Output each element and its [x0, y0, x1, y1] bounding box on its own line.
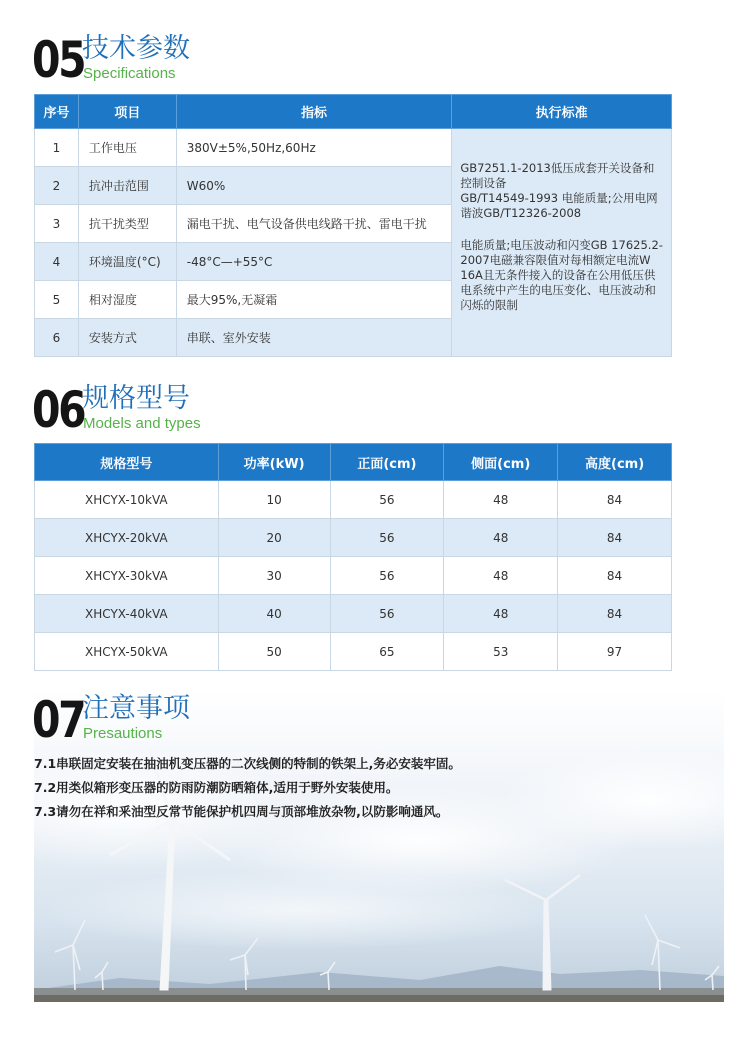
- cell-front: 56: [330, 595, 444, 633]
- cell-power: 30: [218, 557, 330, 595]
- row-value: W60%: [176, 167, 452, 205]
- spec-table: [34, 94, 672, 357]
- cell-power: 50: [218, 633, 330, 671]
- cell-side: 48: [444, 481, 558, 519]
- cell-side: 53: [444, 633, 558, 671]
- header-power: 功率(kW): [218, 444, 330, 481]
- section-subtitle: Presautions: [83, 725, 163, 742]
- row-no: 4: [35, 243, 79, 281]
- cell-model: XHCYX-10kVA: [35, 481, 219, 519]
- table-row: [35, 557, 672, 595]
- table-row: [35, 519, 672, 557]
- header-item: 项目: [78, 95, 176, 129]
- row-item: 抗冲击范围: [78, 167, 176, 205]
- cell-side: 48: [444, 557, 558, 595]
- section-number: 06: [32, 381, 85, 439]
- row-value: 最大95%,无凝霜: [176, 281, 452, 319]
- precautions-list: [34, 752, 724, 824]
- row-no: 3: [35, 205, 79, 243]
- row-no: 2: [35, 167, 79, 205]
- table-row: [35, 481, 672, 519]
- cell-model: XHCYX-20kVA: [35, 519, 219, 557]
- cell-power: 40: [218, 595, 330, 633]
- cell-model: XHCYX-30kVA: [35, 557, 219, 595]
- section-subtitle: Models and types: [83, 415, 201, 432]
- section-title: 规格型号: [82, 383, 190, 414]
- row-item: 抗干扰类型: [78, 205, 176, 243]
- row-value: 串联、室外安装: [176, 319, 452, 357]
- standard-text-2: 电能质量;电压波动和闪变GB 17625.2-2007电磁兼容限值对每相额定电流W 16A且无条件接入的设备在公用低压供电系统中产生的电压变化、电压波动和闪烁的限制: [460, 238, 663, 312]
- cell-height: 84: [558, 519, 672, 557]
- cell-front: 56: [330, 519, 444, 557]
- row-value: 漏电干扰、电气设备供电线路干扰、雷电干扰: [176, 205, 452, 243]
- row-item: 相对湿度: [78, 281, 176, 319]
- cell-side: 48: [444, 519, 558, 557]
- header-side: 侧面(cm): [444, 444, 558, 481]
- section-subtitle: Specifications: [83, 65, 176, 82]
- row-no: 1: [35, 129, 79, 167]
- cell-front: 65: [330, 633, 444, 671]
- row-value: -48°C—+55°C: [176, 243, 452, 281]
- cell-front: 56: [330, 481, 444, 519]
- table-row: [35, 129, 672, 167]
- header-value: 指标: [176, 95, 452, 129]
- cell-height: 97: [558, 633, 672, 671]
- precaution-item: 7.3请勿在祥和釆油型反常节能保护机四周与顶部堆放杂物,以防影响通风。: [34, 804, 449, 819]
- cell-power: 20: [218, 519, 330, 557]
- cell-height: 84: [558, 595, 672, 633]
- cell-model: XHCYX-50kVA: [35, 633, 219, 671]
- section-number: 05: [32, 31, 85, 89]
- standard-text-1: GB7251.1-2013低压成套开关设备和控制设备 GB/T14549-1993 电能质量;公用电网谐波GB/T12326-2008: [460, 161, 658, 220]
- section-title: 技术参数: [82, 33, 190, 64]
- header-standard: 执行标准: [452, 95, 672, 129]
- cell-height: 84: [558, 557, 672, 595]
- row-value: 380V±5%,50Hz,60Hz: [176, 129, 452, 167]
- cell-power: 10: [218, 481, 330, 519]
- spec-table-header: [35, 95, 672, 129]
- cell-front: 56: [330, 557, 444, 595]
- section-number: 07: [32, 691, 85, 749]
- precaution-item: 7.2用类似箱形变压器的防雨防潮防晒箱体,适用于野外安装使用。: [34, 780, 399, 795]
- header-model: 规格型号: [35, 444, 219, 481]
- header-no: 序号: [35, 95, 79, 129]
- header-height: 高度(cm): [558, 444, 672, 481]
- model-table: [34, 443, 672, 671]
- row-no: 5: [35, 281, 79, 319]
- header-front: 正面(cm): [330, 444, 444, 481]
- cell-model: XHCYX-40kVA: [35, 595, 219, 633]
- section-title: 注意事项: [82, 693, 190, 724]
- row-no: 6: [35, 319, 79, 357]
- row-item: 安装方式: [78, 319, 176, 357]
- table-row: [35, 633, 672, 671]
- model-table-header: [35, 444, 672, 481]
- standards-cell: [452, 129, 672, 357]
- cell-side: 48: [444, 595, 558, 633]
- row-item: 环境温度(°C): [78, 243, 176, 281]
- row-item: 工作电压: [78, 129, 176, 167]
- cell-height: 84: [558, 481, 672, 519]
- table-row: [35, 595, 672, 633]
- precaution-item: 7.1串联固定安装在抽油机变压器的二次线侧的特制的铁架上,务必安装牢固。: [34, 756, 461, 771]
